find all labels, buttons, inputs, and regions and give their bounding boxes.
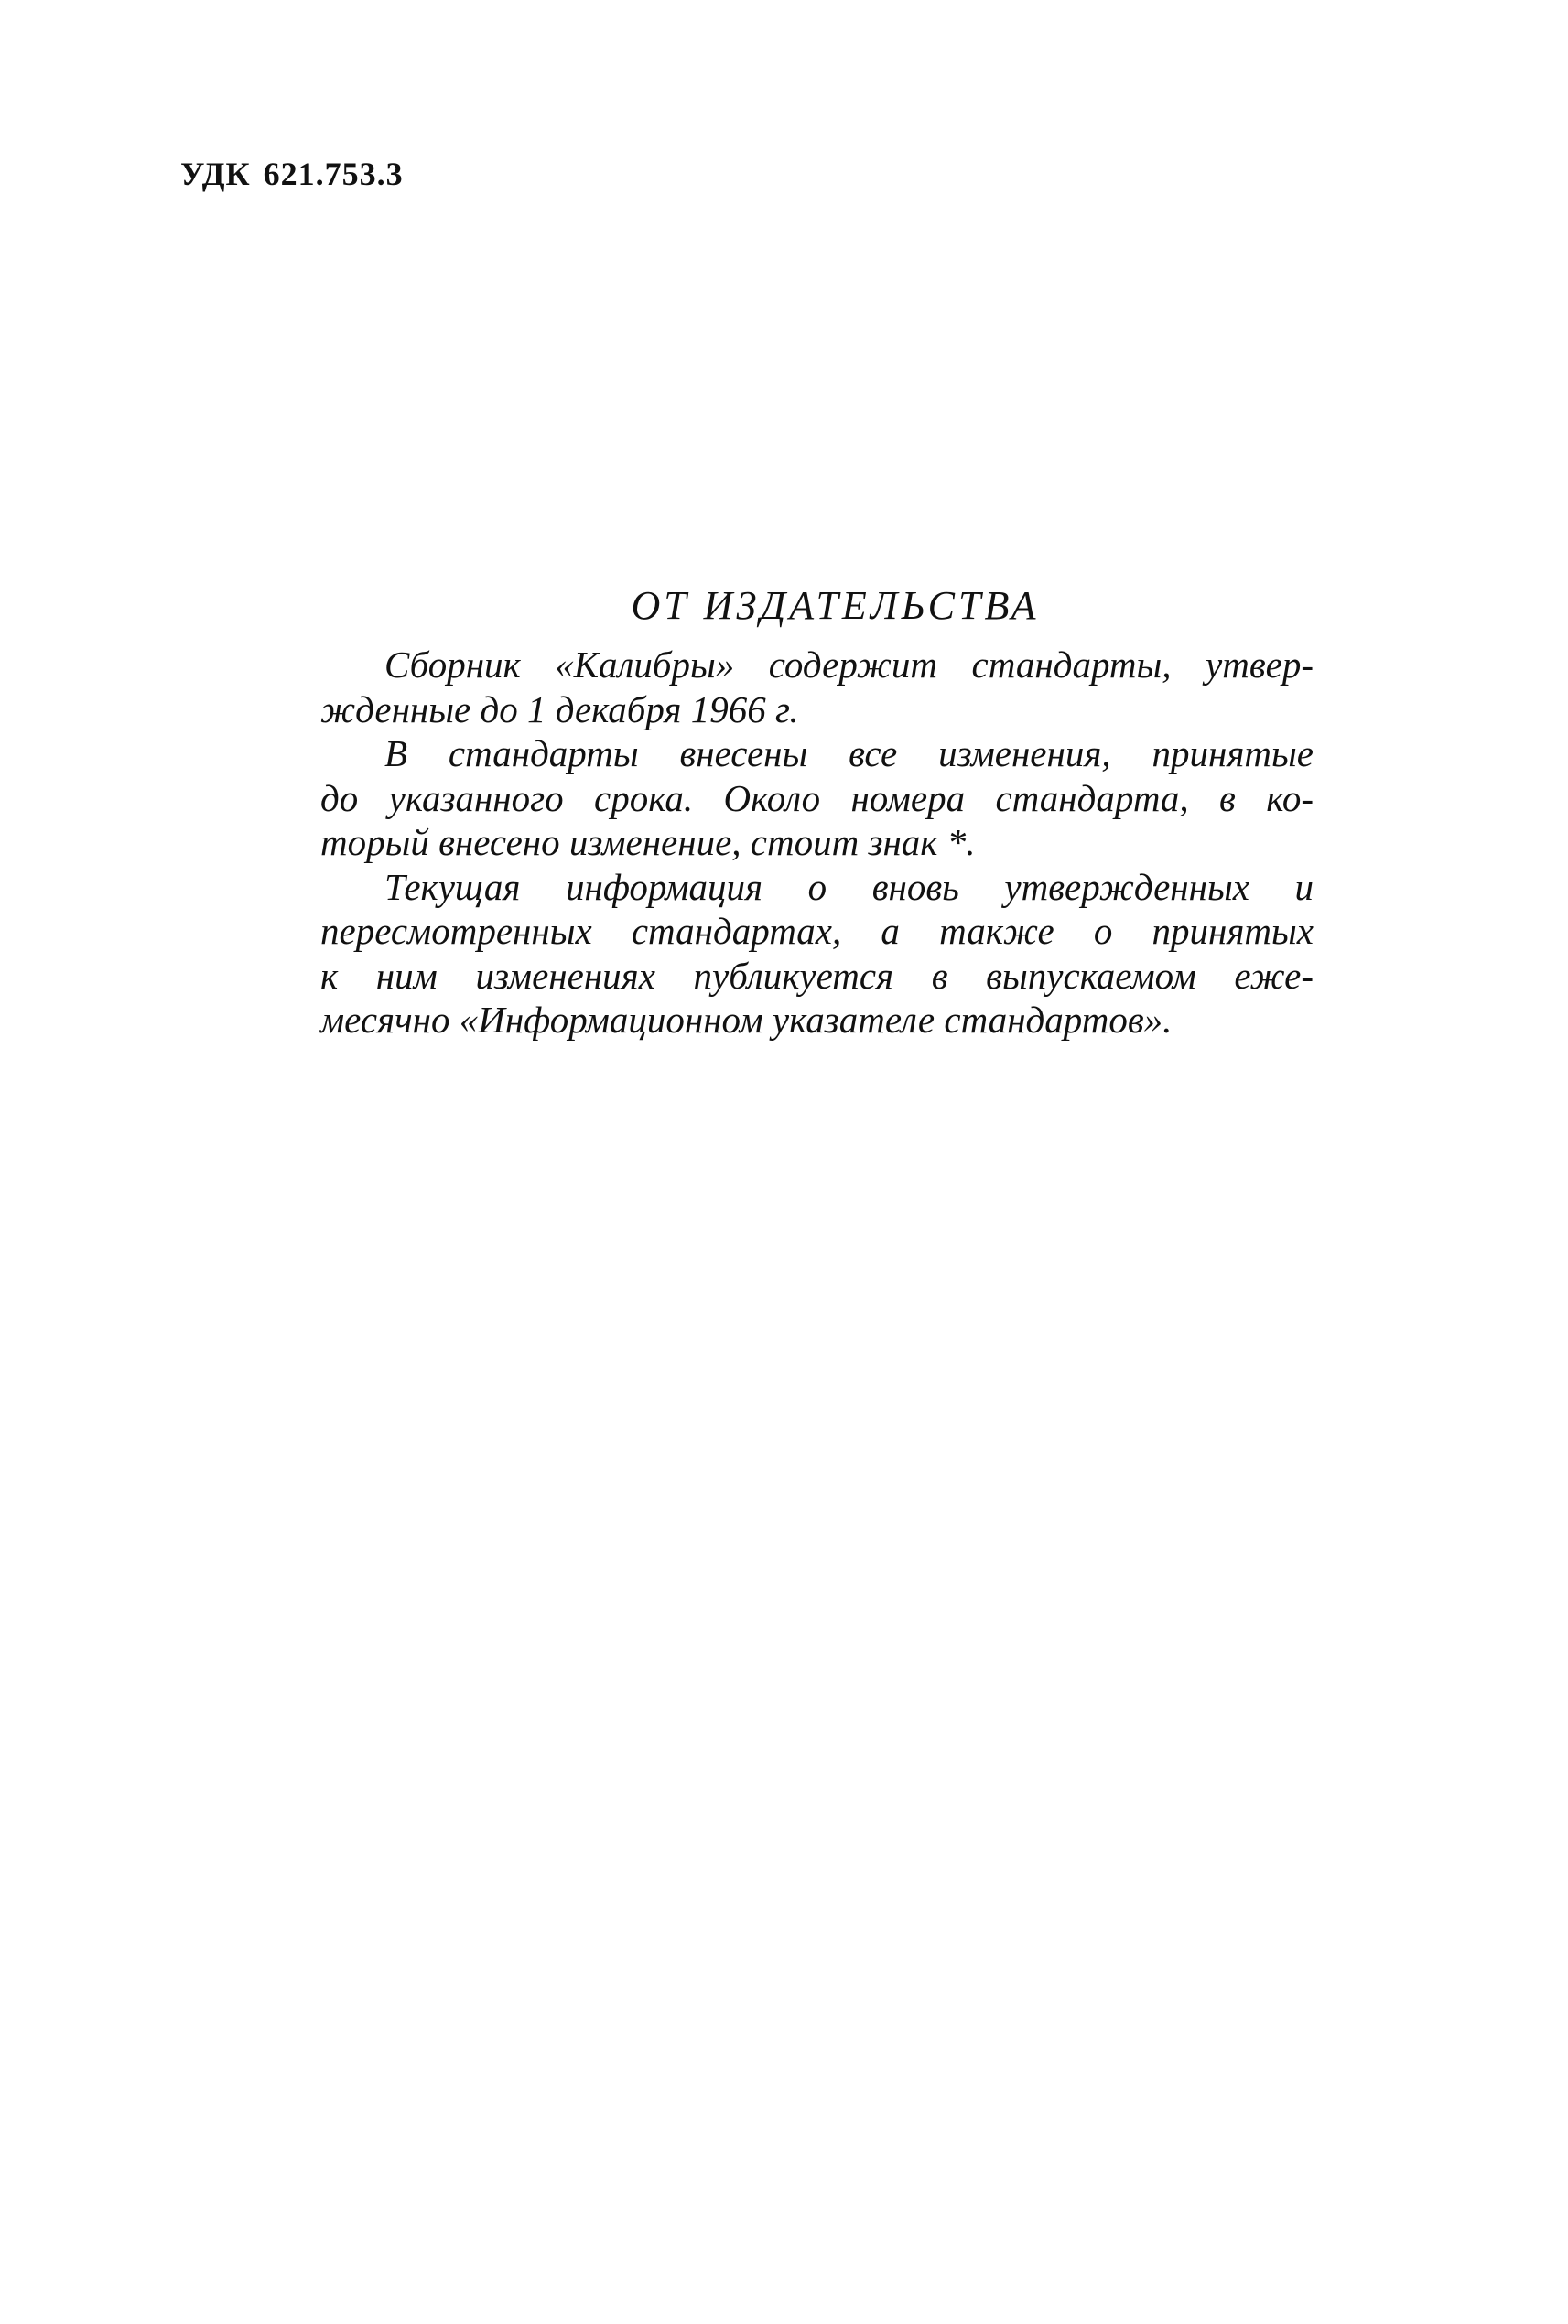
udk-label: УДК	[180, 156, 251, 192]
text-line: торый внесено изменение, стоит знак *.	[320, 821, 976, 863]
text-line: В стандарты внесены все изменения, принятые	[384, 732, 1314, 774]
publisher-note-title: ОТ ИЗДАТЕЛЬСТВА	[631, 583, 1040, 628]
text-line: пересмотренных стандартах, а также о принятых	[320, 910, 1314, 952]
publisher-note-body	[320, 643, 1314, 1043]
text-line: месячно «Информационном указателе стандартов».	[320, 999, 1173, 1041]
udk-classification	[180, 157, 404, 190]
udk-code: 621.753.3	[263, 156, 404, 192]
publisher-note	[320, 578, 1314, 1043]
text-line: Текущая информация о вновь утвержденных и	[384, 865, 1314, 908]
text-line: Сборник «Калибры» содержит стандарты, утвер-	[384, 643, 1314, 686]
text-line: к ним изменениях публикуется в выпускаемом еже-	[320, 954, 1314, 997]
text-line: до указанного срока. Около номера стандарта, в ко-	[320, 776, 1314, 819]
text-line: жденные до 1 декабря 1966 г.	[320, 687, 799, 730]
